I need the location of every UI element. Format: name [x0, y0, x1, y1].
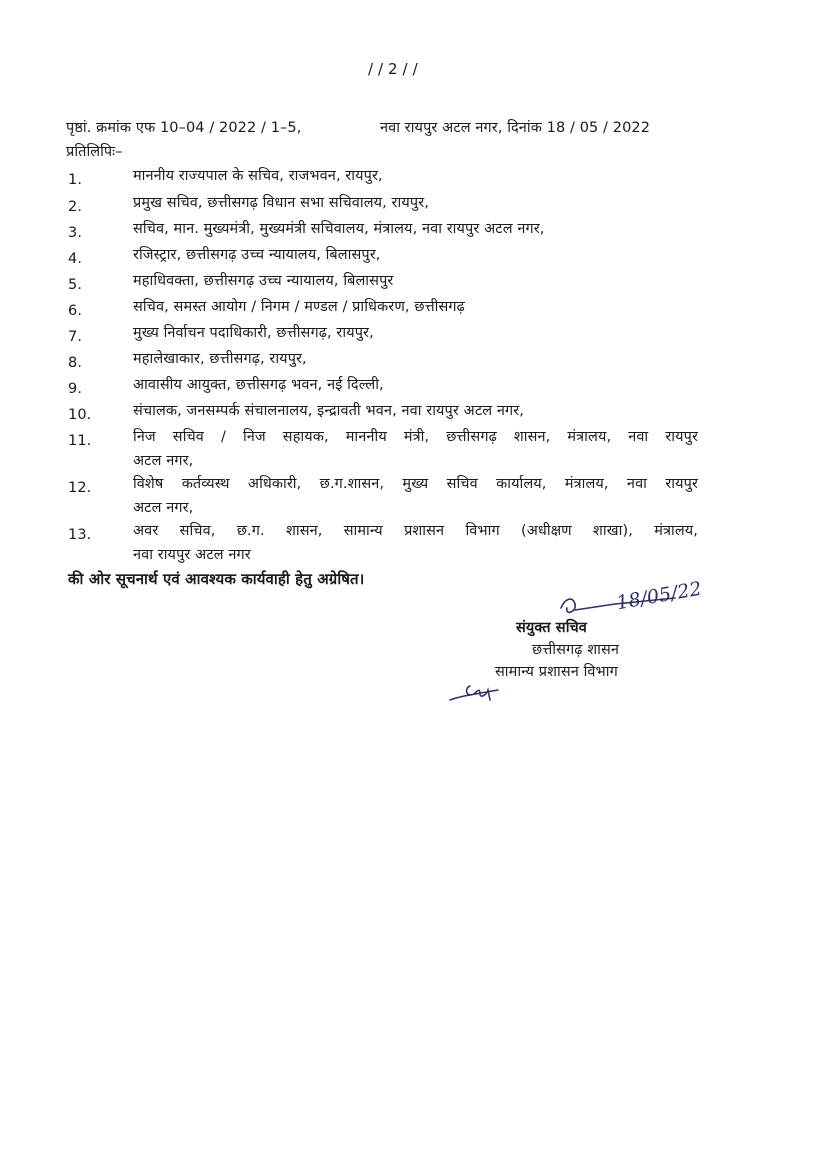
recipient-line: सचिव, समस्त आयोग / निगम / मण्डल / प्राधिकरण, छत्तीसगढ़ — [133, 299, 465, 315]
list-item-number: 13. — [68, 527, 92, 543]
list-item-number: 6. — [68, 303, 83, 319]
list-item-number: 9. — [68, 381, 83, 397]
list-item-number: 2. — [68, 199, 83, 215]
list-item-number: 3. — [68, 225, 83, 241]
recipient-line: महालेखाकार, छत्तीसगढ़, रायपुर, — [133, 351, 307, 367]
list-item-number: 11. — [68, 433, 92, 449]
page-number: / / 2 / / — [368, 60, 418, 78]
recipient-line: अवर सचिव, छ.ग. शासन, सामान्य प्रशासन विभाग (अधीक्षण शाखा), मंत्रालय, — [133, 523, 698, 539]
list-item-number: 5. — [68, 277, 83, 293]
signatory-government: छत्तीसगढ़ शासन — [532, 642, 620, 658]
recipient-line: निज सचिव / निज सहायक, माननीय मंत्री, छत्तीसगढ़ शासन, मंत्रालय, नवा रायपुर — [133, 429, 698, 445]
list-item-number: 12. — [68, 480, 92, 496]
signatory-designation: संयुक्त सचिव — [516, 620, 587, 636]
list-item-number: 1. — [68, 172, 83, 188]
recipient-line: महाधिवक्ता, छत्तीसगढ़ उच्च न्यायालय, बिलासपुर — [133, 273, 394, 289]
recipient-line: संचालक, जनसम्पर्क संचालनालय, इन्द्रावती भवन, नवा रायपुर अटल नगर, — [133, 403, 525, 419]
recipient-line-continued: अटल नगर, — [133, 453, 194, 469]
recipient-line: प्रमुख सचिव, छत्तीसगढ़ विधान सभा सचिवालय, रायपुर, — [133, 195, 429, 211]
list-item-number: 10. — [68, 407, 92, 423]
recipient-line: रजिस्ट्रार, छत्तीसगढ़ उच्च न्यायालय, बिलासपुर, — [133, 247, 381, 263]
recipient-line: आवासीय आयुक्त, छत्तीसगढ़ भवन, नई दिल्ली, — [133, 377, 384, 393]
recipient-line: सचिव, मान. मुख्यमंत्री, मुख्यमंत्री सचिवालय, मंत्रालय, नवा रायपुर अटल नगर, — [133, 221, 545, 237]
recipient-line: विशेष कर्तव्यस्थ अधिकारी, छ.ग.शासन, मुख्य सचिव कार्यालय, मंत्रालय, नवा रायपुर — [133, 476, 698, 492]
copy-to-label: प्रतिलिपिः– — [66, 144, 123, 160]
reference-number: पृष्ठां. क्रमांक एफ 10–04 / 2022 / 1–5, — [66, 120, 302, 136]
handwritten-date: 18/05/22 — [614, 577, 704, 615]
list-item-number: 4. — [68, 251, 83, 267]
signatory-department: सामान्य प्रशासन विभाग — [495, 664, 618, 680]
place-and-date: नवा रायपुर अटल नगर, दिनांक 18 / 05 / 2022 — [380, 120, 651, 136]
forward-note: की ओर सूचनार्थ एवं आवश्यक कार्यवाही हेतु अग्रेषित। — [68, 570, 365, 588]
recipient-line-continued: अटल नगर, — [133, 500, 194, 516]
list-item-number: 8. — [68, 355, 83, 371]
list-item-number: 7. — [68, 329, 83, 345]
recipient-line: मुख्य निर्वाचन पदाधिकारी, छत्तीसगढ़, रायपुर, — [133, 325, 374, 341]
initials-mark — [446, 678, 506, 706]
recipient-line-continued: नवा रायपुर अटल नगर — [133, 547, 251, 563]
recipient-line: माननीय राज्यपाल के सचिव, राजभवन, रायपुर, — [133, 168, 383, 184]
